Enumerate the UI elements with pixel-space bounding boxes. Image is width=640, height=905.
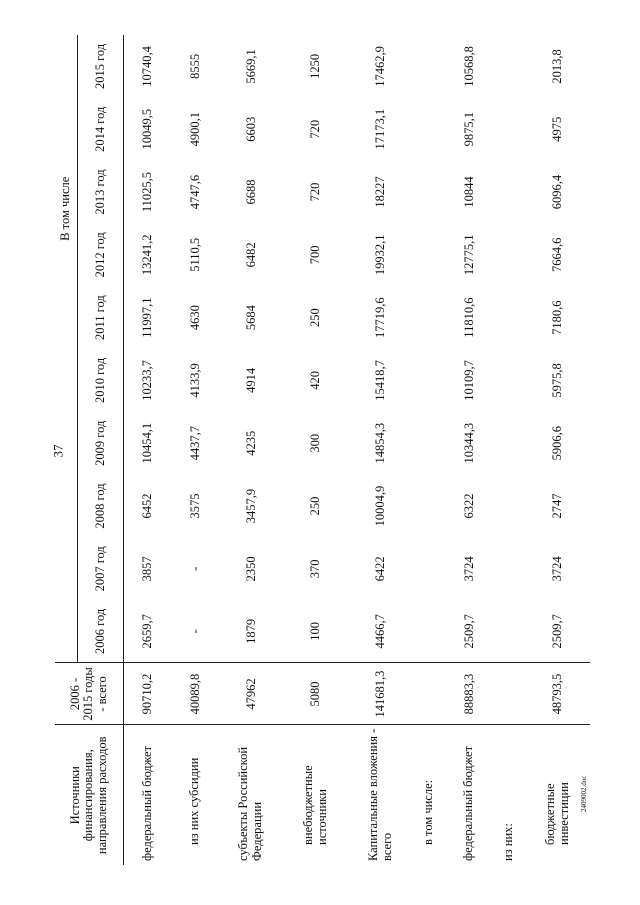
cell: 7664,6: [550, 237, 565, 273]
cell: 17173,1: [373, 108, 388, 150]
cell: 4900,1: [187, 112, 202, 147]
row-total: 47962: [219, 663, 284, 725]
header-year: 2008 год: [78, 475, 124, 538]
cell: 10233,7: [140, 360, 155, 401]
row-total: 5080: [284, 663, 349, 725]
table-row: [413, 35, 445, 865]
header-year: 2015 год: [78, 35, 124, 98]
table-row: [124, 35, 172, 865]
header-year: 2013 год: [78, 161, 124, 224]
cell: 4975: [550, 116, 565, 142]
cell: 4630: [187, 305, 202, 331]
cell: 7180,6: [550, 300, 565, 335]
row-total: 40089,8: [171, 663, 218, 725]
cell: 18227: [373, 176, 388, 208]
cell: 720: [308, 182, 323, 202]
cell: 19932,1: [373, 234, 388, 276]
cell: 100: [308, 621, 323, 641]
cell: 10049,5: [140, 108, 155, 150]
header-in-total: В том числе: [55, 35, 78, 663]
cell: 250: [308, 496, 323, 516]
cell: 6452: [140, 493, 155, 519]
cell: 3575: [187, 493, 202, 519]
cell: 2747: [550, 493, 565, 519]
cell: -: [187, 566, 202, 571]
cell: 5669,1: [243, 49, 258, 84]
cell: 8555: [187, 53, 202, 79]
table-row: [219, 35, 284, 865]
cell: 15418,7: [373, 360, 388, 401]
page-number: 37: [50, 444, 66, 458]
cell: 14854,3: [373, 422, 388, 464]
cell: 2509,7: [550, 614, 565, 649]
header-year: 2014 год: [78, 98, 124, 161]
cell: 3857: [140, 556, 155, 582]
cell: 11025,5: [140, 171, 155, 213]
cell: 6603: [243, 116, 258, 142]
cell: 4235: [243, 430, 258, 456]
cell: 370: [308, 559, 323, 579]
row-total: 141681,3: [348, 663, 413, 725]
cell: 6688: [243, 179, 258, 205]
cell: 11810,6: [461, 297, 476, 338]
cell: 250: [308, 308, 323, 327]
cell: 4914: [243, 367, 258, 393]
cell: 13241,2: [140, 234, 155, 276]
cell: 6482: [243, 242, 258, 268]
cell: 9875,1: [461, 112, 476, 147]
cell: 4466,7: [373, 614, 388, 649]
table-row: [284, 35, 349, 865]
cell: 10004,9: [373, 485, 388, 527]
cell: 17462,9: [373, 46, 388, 87]
cell: 300: [308, 433, 323, 453]
table-row: [348, 35, 413, 865]
header-year: 2012 год: [78, 223, 124, 286]
cell: 4133,9: [187, 363, 202, 398]
cell: 2509,7: [461, 614, 476, 649]
cell: 6322: [461, 493, 476, 519]
cell: 1250: [308, 53, 323, 79]
cell: 700: [308, 245, 323, 265]
cell: 10454,1: [140, 422, 155, 464]
cell: 11997,1: [140, 297, 155, 338]
cell: 12775,1: [461, 234, 476, 276]
header-year: 2006 год: [78, 600, 124, 663]
cell: 6422: [373, 556, 388, 582]
row-label: из них субсидии: [171, 725, 218, 865]
header-year: 2011 год: [78, 286, 124, 349]
cell: 5975,8: [550, 363, 565, 398]
cell: 3724: [550, 556, 565, 582]
rotated-table-wrapper: [55, 35, 590, 865]
cell: 17719,6: [373, 297, 388, 338]
financing-table: [55, 35, 590, 865]
cell: 1879: [243, 618, 258, 644]
cell: 10109,7: [461, 360, 476, 401]
row-label: Капитальные вложения - всего: [348, 725, 413, 865]
row-label: федеральный бюджет: [124, 725, 172, 865]
row-total: 88883,3: [445, 663, 492, 725]
header-total: 2006 - 2015 годы - всего: [55, 663, 124, 725]
cell: 6096,4: [550, 174, 565, 210]
cell: 720: [308, 119, 323, 139]
header-year: 2010 год: [78, 349, 124, 412]
row-label: внебюджетные источники: [284, 725, 349, 865]
table-row: [493, 35, 525, 865]
header-year: 2007 год: [78, 537, 124, 600]
row-total: 90710,2: [124, 663, 172, 725]
cell: 10568,8: [461, 46, 476, 87]
table-row: [525, 35, 590, 865]
cell: 2350: [243, 556, 258, 582]
cell: 420: [308, 371, 323, 390]
cell: 2013,8: [550, 49, 565, 84]
row-label: в том числе:: [413, 725, 445, 865]
header-source: Источники финансирования, направления расходов: [55, 725, 124, 865]
header-year: 2009 год: [78, 412, 124, 475]
table-row: [445, 35, 492, 865]
cell: 5110,5: [187, 237, 202, 272]
cell: 3724: [461, 556, 476, 582]
table-row: [171, 35, 218, 865]
cell: 3457,9: [243, 488, 258, 524]
cell: 5684: [243, 305, 258, 331]
row-label: из них:: [493, 725, 525, 865]
file-tag: 2409002.doc: [580, 775, 588, 812]
cell: 10344,3: [461, 422, 476, 464]
cell: 10844: [461, 176, 476, 208]
row-label: бюджетные инвестиции: [525, 725, 590, 865]
cell: 4437,7: [187, 426, 202, 461]
cell: 10740,4: [140, 46, 155, 87]
cell: 2659,7: [140, 614, 155, 649]
row-total: 48793,5: [525, 663, 590, 725]
cell: -: [187, 629, 202, 634]
cell: 4747,6: [187, 174, 202, 210]
row-label: федеральный бюджет: [445, 725, 492, 865]
cell: 5906,6: [550, 426, 565, 461]
row-label: субъекты Российской Федерации: [219, 725, 284, 865]
